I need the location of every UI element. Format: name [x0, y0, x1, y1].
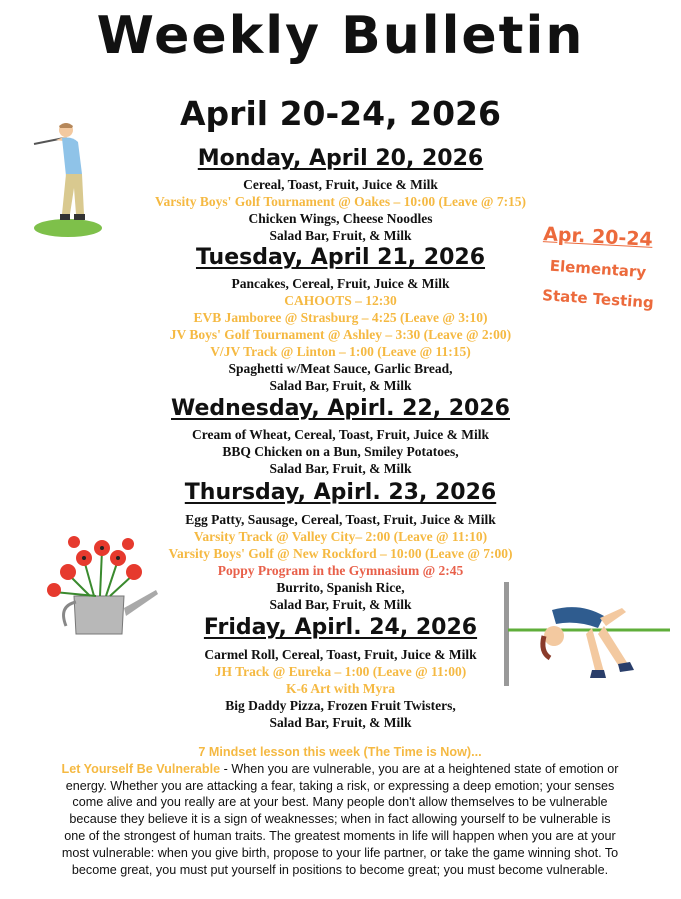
menu-line: Spaghetti w/Meat Sauce, Garlic Bread,	[228, 361, 453, 376]
mindset-lead: Let Yourself Be Vulnerable	[61, 761, 221, 776]
mindset-paragraph	[60, 761, 620, 879]
side-note-label: State Testing	[541, 286, 655, 312]
event-line: Varsity Track @ Valley City– 2:00 (Leave @ 11:10)	[193, 529, 488, 544]
menu-line: Cereal, Toast, Fruit, Juice & Milk	[243, 177, 438, 192]
bulletin-title: Weekly Bulletin	[96, 6, 585, 66]
day-heading-tuesday: Tuesday, April 21, 2026	[195, 245, 486, 270]
menu-line: Chicken Wings, Cheese Noodles	[248, 211, 433, 226]
day-heading-thursday: Thursday, Apirl. 23, 2026	[184, 480, 497, 505]
event-line: Varsity Boys' Golf @ New Rockford – 10:00 (Leave @ 7:00)	[168, 546, 513, 561]
menu-line: Salad Bar, Fruit, & Milk	[269, 228, 412, 243]
day-heading-wednesday: Wednesday, Apirl. 22, 2026	[171, 396, 510, 421]
event-line: JH Track @ Eureka – 1:00 (Leave @ 11:00)	[214, 664, 467, 679]
event-line: V/JV Track @ Linton – 1:00 (Leave @ 11:15)	[210, 344, 471, 359]
menu-line: Egg Patty, Sausage, Cereal, Toast, Fruit, Juice & Milk	[185, 512, 496, 527]
high-jumper-clipart	[500, 580, 672, 692]
week-range: April 20-24, 2026	[180, 94, 501, 133]
event-line: Varsity Boys' Golf Tournament @ Oakes – 10:00 (Leave @ 7:15)	[154, 194, 527, 209]
event-line: EVB Jamboree @ Strasburg – 4:25 (Leave @ 3:10)	[193, 310, 488, 325]
menu-line: Burrito, Spanish Rice,	[276, 580, 405, 595]
day-heading-friday: Friday, Apirl. 24, 2026	[203, 615, 478, 640]
event-line: CAHOOTS – 12:30	[284, 293, 397, 308]
menu-line: Big Daddy Pizza, Frozen Fruit Twisters,	[225, 698, 456, 713]
menu-line: Salad Bar, Fruit, & Milk	[269, 461, 412, 476]
side-note-label: Elementary	[549, 256, 647, 282]
menu-line: Salad Bar, Fruit, & Milk	[269, 378, 412, 393]
flower-watering-can-clipart	[44, 536, 164, 640]
mindset-section	[60, 744, 620, 878]
event-line: K-6 Art with Myra	[285, 681, 396, 696]
menu-line: BBQ Chicken on a Bun, Smiley Potatoes,	[222, 444, 459, 459]
golfer-clipart	[26, 118, 106, 240]
side-note-dates: Apr. 20-24	[542, 223, 654, 251]
event-line: JV Boys' Golf Tournament @ Ashley – 3:30 (Leave @ 2:00)	[169, 327, 512, 342]
menu-line: Salad Bar, Fruit, & Milk	[269, 597, 412, 612]
event-line-highlight: Poppy Program in the Gymnasium @ 2:45	[217, 563, 464, 578]
menu-line: Cream of Wheat, Cereal, Toast, Fruit, Juice & Milk	[192, 427, 489, 442]
mindset-body: - When you are vulnerable, you are at a heightened state of emotion or energy. Whether you are attacking a fear, taking a risk, or expressing a deep emotion; your senses come alive and you really are at your best. Many people don't allow themselves to be vulnerable because they believe it is a sign of weaknesses; when in fact allowing yourself to be vulnerable is one of the strongest of human traits. The greatest moments in life will happen when you are at your most vulnerable: when you give birth, propose to your life partner, or take the game winning shot. To become great, you must put yourself in positions to become great; you must become vulnerable.	[61, 761, 619, 877]
menu-line: Salad Bar, Fruit, & Milk	[269, 715, 412, 730]
mindset-heading: 7 Mindset lesson this week (The Time is Now)...	[198, 745, 482, 759]
menu-line: Carmel Roll, Cereal, Toast, Fruit, Juice & Milk	[204, 647, 477, 662]
day-heading-monday: Monday, April 20, 2026	[197, 146, 484, 171]
menu-line: Pancakes, Cereal, Fruit, Juice & Milk	[231, 276, 450, 291]
